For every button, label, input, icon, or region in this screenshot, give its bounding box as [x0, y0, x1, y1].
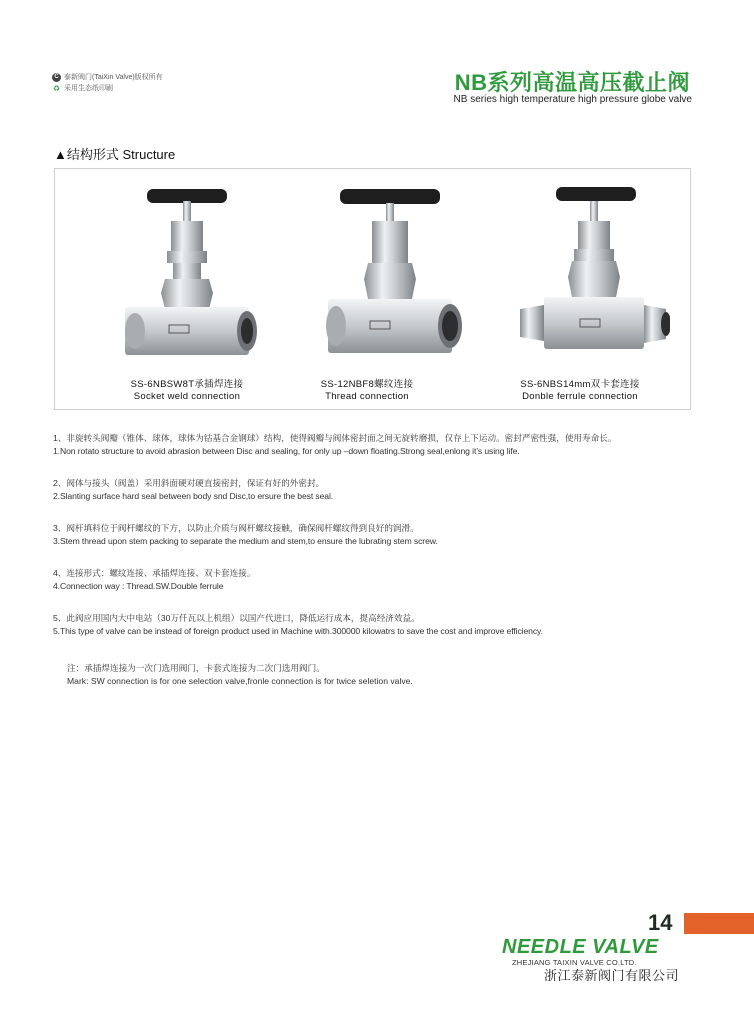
product-name: Thread connection	[325, 391, 409, 402]
feature-zh: 3、阀杆填料位于阀杆螺纹的下方，以防止介质与阀杆螺纹接触，确保阀杆螺纹得到良好的润滑。	[53, 523, 419, 533]
recycle-leaf-icon: ♻	[52, 84, 61, 93]
copyright-text: 泰新阀门(TaiXin Valve)版权所有	[64, 74, 163, 81]
feature-en: 2.Slanting surface hard seal between body snd Disc,to ersure the best seal.	[53, 491, 334, 501]
note-zh: 注：承插焊连接为一次门选用阀门，卡套式连接为二次门选用阀门。	[67, 663, 325, 673]
section-title: ▲结构形式 Structure	[54, 147, 176, 162]
product-caption-thread	[267, 379, 467, 403]
thread-valve-image	[310, 181, 470, 381]
product-code: SS-6NBS14mm双卡套连接	[520, 379, 640, 390]
product-name: Donble ferrule connection	[522, 391, 638, 402]
product-caption-socket-weld	[87, 379, 287, 403]
product-caption-double-ferrule	[480, 379, 680, 403]
copyright-row	[52, 72, 163, 83]
list-item	[53, 566, 703, 592]
page-subtitle: NB series high temperature high pressure globe valve	[453, 94, 692, 105]
product-code: SS-12NBF8螺纹连接	[320, 379, 414, 390]
note-block	[67, 662, 413, 688]
product-code: SS-6NBSW8T承插焊连接	[130, 379, 244, 390]
note-en: Mark: SW connection is for one selection valve,fronle connection is for twice seletion valve.	[67, 676, 413, 686]
brand-logo-text: NEEDLE VALVE	[502, 936, 659, 958]
company-name-zh: 浙江泰新阀门有限公司	[544, 968, 680, 983]
structure-panel	[54, 168, 691, 410]
feature-en: 5.This type of valve can be instead of foreign product used in Machine with.300000 kilowatrs to save the cost and improve efficiency.	[53, 626, 543, 636]
feature-zh: 1、非旋转头阀瓣（锥体、球体，球体为钴基合金钢球）结构，使得阀瓣与阀体密封面之间无旋转磨损，仅存上下运动。密封严密性强，使用寿命长。	[53, 433, 617, 443]
list-item	[53, 611, 703, 637]
feature-en: 3.Stem thread upon stem packing to separate the medium and stem,to ensure the lubrating stem screw.	[53, 536, 438, 546]
list-item	[53, 431, 703, 457]
feature-zh: 4、连接形式：螺纹连接、承插焊连接、双卡套连接。	[53, 568, 256, 578]
page-number: 14	[648, 910, 673, 935]
list-item	[53, 521, 703, 547]
eco-row	[52, 83, 163, 94]
feature-en: 1.Non rotato structure to avoid abrasion between Disc and sealing, for only up –down floating.Strong seal,enlong it’s using life.	[53, 446, 520, 456]
feature-zh: 5、此阀应用国内大中电站（30万仟瓦以上机组）以国产代进口，降低运行成本，提高经济效益。	[53, 613, 420, 623]
feature-list	[53, 431, 703, 656]
socket-weld-valve-image	[107, 181, 267, 381]
copyright-icon: C	[52, 73, 61, 82]
accent-bar	[684, 913, 754, 934]
page-title: NB系列高温高压截止阀	[454, 70, 690, 95]
list-item	[53, 476, 703, 502]
company-name-en: ZHEJIANG TAIXIN VALVE CO.LTD.	[512, 958, 637, 967]
double-ferrule-valve-image	[510, 181, 670, 381]
copyright-block	[52, 72, 163, 94]
feature-en: 4.Connection way : Thread.SW.Double ferrule	[53, 581, 224, 591]
feature-zh: 2、阀体与接头（阀盖）采用斜面硬对硬直接密封，保证有好的外密封。	[53, 478, 325, 488]
eco-text: 采用生态纸印刷	[64, 85, 113, 92]
product-name: Socket weld connection	[133, 391, 241, 402]
